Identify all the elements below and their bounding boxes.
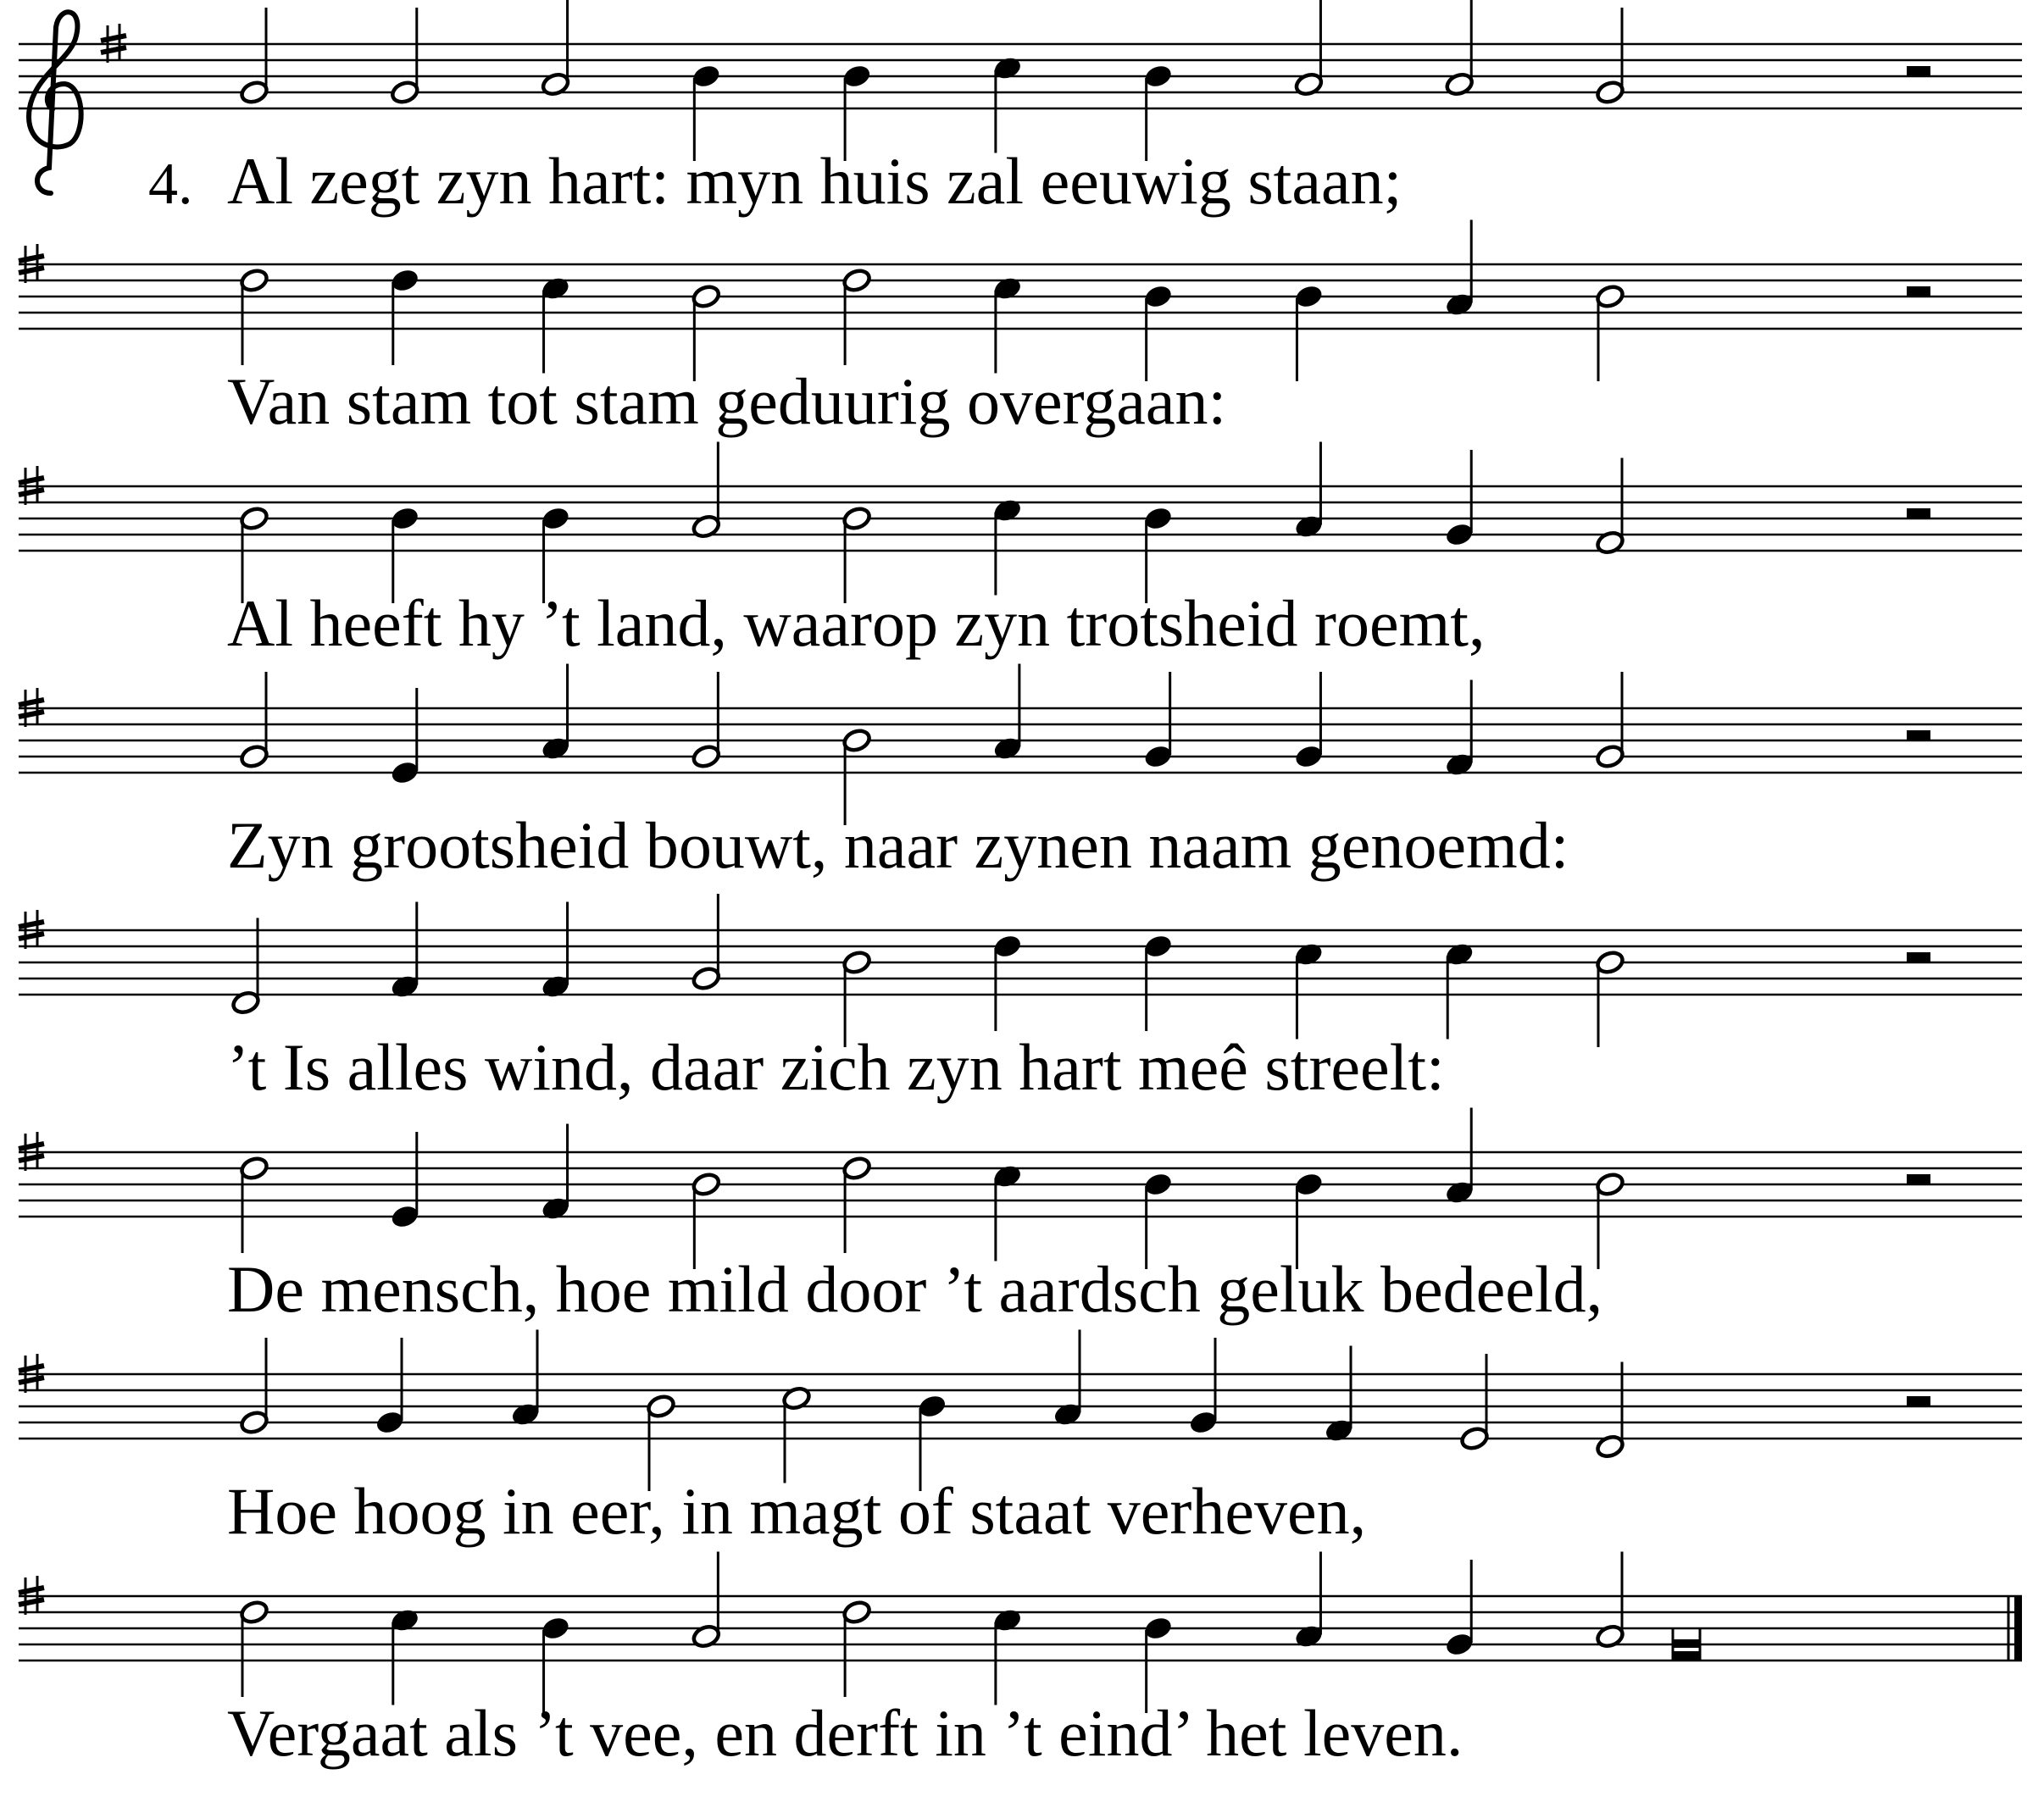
- half-note: [239, 8, 269, 105]
- quarter-note: [992, 664, 1023, 762]
- half-note: [239, 672, 269, 769]
- quarter-note: [992, 934, 1023, 1031]
- lyric-line: Van stam tot stam geduurig overgaan:: [227, 364, 1227, 438]
- quarter-note: [1444, 220, 1475, 318]
- quarter-note: [992, 497, 1023, 595]
- half-note: [1595, 950, 1625, 1047]
- half-note: [239, 1600, 269, 1697]
- quarter-note: [541, 664, 571, 762]
- quarter-note: [1188, 1338, 1219, 1435]
- quarter-note: [541, 1124, 571, 1222]
- half-note: [1595, 1552, 1625, 1650]
- half-rest: [1907, 1174, 1930, 1184]
- quarter-note: [510, 1330, 541, 1428]
- system-4: [19, 664, 2022, 883]
- quarter-note: [992, 1607, 1023, 1705]
- half-note: [1595, 8, 1625, 105]
- quarter-note: [390, 1607, 420, 1705]
- lyric-line: Vergaat als ’t vee, en derft in ’t eind’ het leven.: [227, 1696, 1464, 1770]
- quarter-note: [992, 55, 1023, 152]
- half-rest: [1907, 66, 1930, 76]
- half-note: [691, 1552, 721, 1650]
- half-note: [841, 1156, 872, 1253]
- lyric-line: Al heeft hy ’t land, waarop zyn trotsheid roemt,: [227, 586, 1486, 660]
- quarter-note: [1294, 941, 1325, 1039]
- quarter-note: [390, 1132, 420, 1229]
- half-note: [691, 672, 721, 769]
- half-rest: [1907, 730, 1930, 740]
- half-note: [390, 8, 420, 105]
- half-note: [781, 1385, 812, 1483]
- quarter-note: [1294, 442, 1325, 540]
- half-note: [1459, 1354, 1490, 1451]
- system-5: [19, 894, 2022, 1104]
- quarter-note: [1324, 1346, 1354, 1444]
- half-note: [691, 442, 721, 540]
- quarter-note: [1444, 680, 1475, 778]
- half-note: [841, 1600, 872, 1697]
- lyric-line: Al zegt zyn hart: myn huis zal eeuwig staan;: [227, 144, 1402, 218]
- quarter-note: [390, 268, 420, 365]
- half-rest: [1907, 1396, 1930, 1406]
- quarter-note: [1444, 450, 1475, 547]
- half-rest: [1907, 508, 1930, 518]
- system-1: [19, 0, 2022, 218]
- quarter-note: [390, 688, 420, 785]
- half-note: [1595, 458, 1625, 556]
- system-6: [19, 1108, 2022, 1327]
- half-note: [1294, 0, 1325, 97]
- half-note: [1444, 0, 1475, 97]
- half-note: [239, 1338, 269, 1435]
- quarter-note: [1294, 284, 1325, 381]
- half-note: [1595, 1362, 1625, 1460]
- quarter-note: [375, 1338, 405, 1435]
- half-note: [1595, 672, 1625, 769]
- quarter-note: [992, 275, 1023, 373]
- half-note: [239, 1156, 269, 1253]
- verse-number: 4.: [148, 152, 193, 217]
- half-note: [239, 268, 269, 365]
- half-note: [841, 268, 872, 365]
- lyric-line: De mensch, hoe mild door ’t aardsch geluk bedeeld,: [227, 1252, 1603, 1326]
- quarter-note: [992, 1163, 1023, 1261]
- system-7: [19, 1330, 2022, 1549]
- lyric-line: ’t Is alles wind, daar zich zyn hart meê streelt:: [227, 1030, 1445, 1104]
- system-3: [19, 442, 2022, 661]
- half-note: [541, 0, 571, 97]
- final-breve: [1673, 1628, 1700, 1661]
- quarter-note: [1294, 672, 1325, 769]
- quarter-note: [1053, 1330, 1083, 1428]
- lyric-line: Hoe hoog in eer, in magt of staat verheven,: [227, 1474, 1367, 1548]
- half-rest: [1907, 286, 1930, 297]
- quarter-note: [1444, 941, 1475, 1039]
- quarter-note: [1444, 1560, 1475, 1657]
- quarter-note: [1143, 672, 1174, 769]
- quarter-note: [541, 275, 571, 373]
- half-note: [691, 894, 721, 991]
- treble-clef-icon: [29, 12, 81, 193]
- half-rest: [1907, 952, 1930, 962]
- system-2: [19, 220, 2022, 439]
- quarter-note: [1444, 1108, 1475, 1206]
- quarter-note: [390, 902, 420, 1000]
- half-note: [231, 918, 261, 1016]
- quarter-note: [541, 902, 571, 1000]
- system-8: [19, 1552, 2022, 1771]
- half-note: [1595, 284, 1625, 381]
- lyric-line: Zyn grootsheid bouwt, naar zynen naam genoemd:: [227, 808, 1569, 882]
- quarter-note: [1143, 934, 1174, 1031]
- quarter-note: [1294, 1552, 1325, 1650]
